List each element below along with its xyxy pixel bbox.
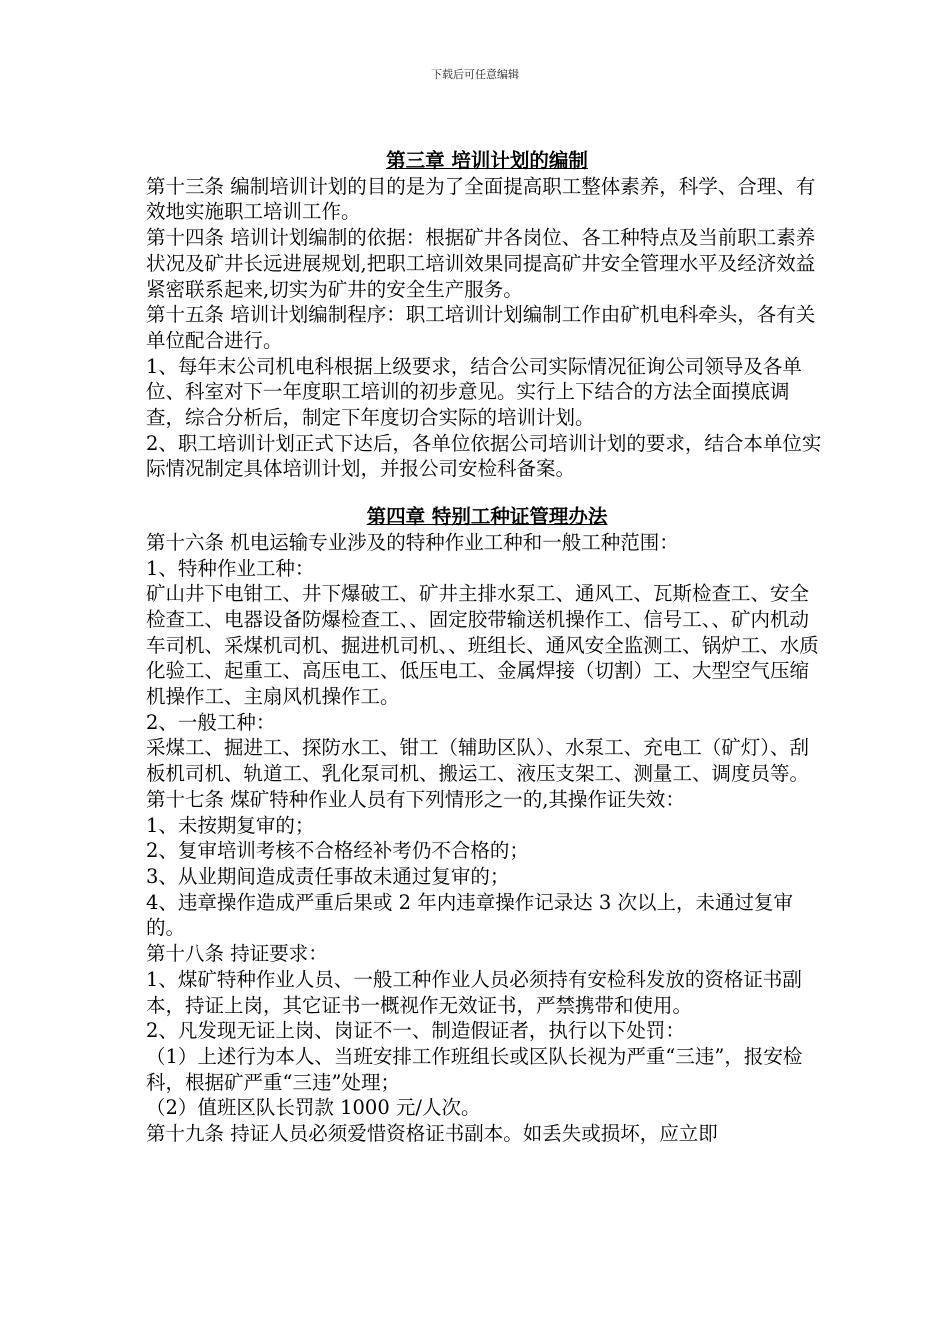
general-job-list: 采煤工、掘进工、探防水工、钳工（辅助区队）、水泵工、充电工（矿灯）、刮板机司机、轨道工、乳化泵司机、搬运工、液压支架工、测量工、调度员等。: [146, 736, 810, 786]
penalty-1: （1）上述行为本人、当班安排工作班组长或区队长视为严重“三违”，报安检科，根据矿严重“三违”处理；: [146, 1044, 803, 1094]
article-15-item-1: 1、每年末公司机电科根据上级要求，结合公司实际情况征询公司领导及各单位、科室对下一年度职工培训的初步意见。实行上下结合的方法全面摸底调查，综合分析后，制定下年度切合实际的培训计划。: [146, 354, 802, 430]
article-17-item-3: 3、从业期间造成责任事故未通过复审的；: [146, 864, 510, 888]
article-18: 第十八条 持证要求：: [146, 942, 328, 966]
article-17: 第十七条 煤矿特种作业人员有下列情形之一的,其操作证失效：: [146, 787, 685, 811]
article-14: 第十四条 培训计划编制的依据：根据矿井各岗位、各工种特点及当前职工素养状况及矿井长远进展规划,把职工培训效果同提高矿井安全管理水平及经济效益紧密联系起来,切实为矿井的安全生产服务。: [146, 226, 816, 301]
article-13: 第十三条 编制培训计划的目的是为了全面提高职工整体素养，科学、合理、有效地实施职工培训工作。: [146, 174, 816, 224]
article-16-item-2: 2、一般工种：: [146, 710, 276, 734]
article-17-item-2: 2、复审培训考核不合格经补考仍不合格的；: [146, 839, 529, 863]
article-19: 第十九条 持证人员必须爱惜资格证书副本。如丢失或损坏，应立即: [146, 1122, 718, 1146]
document-body: [146, 148, 828, 1147]
article-16-item-1: 1、特种作业工种：: [146, 556, 315, 580]
special-job-list: 矿山井下电钳工、井下爆破工、矿井主排水泵工、通风工、瓦斯检查工、安全检查工、电器设备防爆检查工、、固定胶带输送机操作工、信号工、、矿内机动车司机、采煤机司机、掘进机司机、、班组长、通风安全监测工、锅炉工、水质化验工、起重工、高压电工、低压电工、金属焊接（切割）工、大型空气压缩机操作工、主扇风机操作工。: [146, 582, 819, 709]
article-18-item-2: 2、凡发现无证上岗、岗证不一、制造假证者，执行以下处罚：: [146, 1019, 685, 1043]
article-17-item-1: 1、未按期复审的；: [146, 813, 315, 837]
penalty-2: （2）值班区队长罚款 1000 元/人次。: [146, 1096, 481, 1120]
header-note: 下载后可任意编辑: [431, 68, 519, 81]
article-16: 第十六条 机电运输专业涉及的特种作业工种和一般工种范围：: [146, 530, 679, 554]
article-18-item-1: 1、煤矿特种作业人员、一般工种作业人员必须持有安检科发放的资格证书副本，持证上岗，其它证书一概视作无效证书，严禁携带和使用。: [146, 967, 802, 1017]
section-gap: [146, 482, 828, 504]
chapter-3-title: 第三章 培训计划的编制: [386, 149, 588, 172]
chapter-4-title: 第四章 特别工种证管理办法: [366, 505, 608, 529]
article-15-item-2: 2、职工培训计划正式下达后，各单位依据公司培训计划的要求，结合本单位实际情况制定具体培训计划，并报公司安检科备案。: [146, 431, 822, 481]
article-17-item-4: 4、违章操作造成严重后果或 2 年内违章操作记录达 3 次以上，未通过复审的。: [146, 890, 794, 940]
article-15: 第十五条 培训计划编制程序：职工培训计划编制工作由矿机电科牵头，各有关单位配合进行。: [146, 303, 816, 352]
